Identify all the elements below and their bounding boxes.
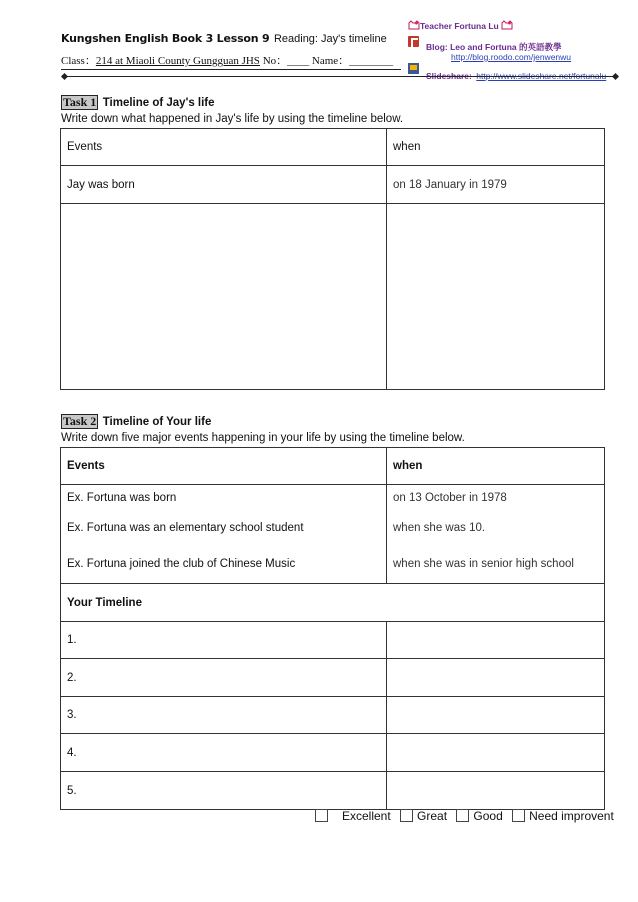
worksheet-title: [61, 29, 387, 47]
task2-tag: Task 2: [63, 414, 97, 428]
table-row: [61, 734, 605, 772]
timeline-when-blank[interactable]: [387, 622, 605, 659]
timeline-number[interactable]: 2.: [61, 659, 387, 697]
blank-events-cell[interactable]: [61, 204, 387, 390]
task1-col-when: when: [387, 129, 605, 166]
task1-tag: Task 1: [63, 95, 97, 109]
good-checkbox[interactable]: [456, 809, 469, 822]
class-label: Class：: [61, 55, 96, 67]
task2-title: Timeline of Your life: [102, 416, 212, 428]
example-when: when she was in senior high school: [393, 558, 574, 570]
blog-icon: [408, 36, 419, 47]
example-event: Ex. Fortuna was born: [67, 492, 177, 504]
task1-header-row: [61, 129, 605, 166]
timeline-when-blank[interactable]: [387, 659, 605, 697]
teacher-block: [408, 20, 513, 31]
timeline-number[interactable]: 3.: [61, 697, 387, 734]
rating-label: Excellent: [342, 809, 391, 823]
table-row: [61, 772, 605, 810]
table-row: [61, 166, 605, 204]
rating-label: Need improvent: [529, 809, 614, 823]
kitty-icon-right: [501, 20, 513, 30]
slideshare-link[interactable]: http://www.slideshare.net/fortunalu: [476, 71, 607, 81]
rating-label: Good: [473, 809, 503, 823]
example-event: Ex. Fortuna was an elementary school student: [67, 522, 304, 534]
task1-blank-row: [61, 204, 605, 390]
number-field-label: No：____: [259, 55, 310, 67]
slideshare-label: Slideshare:: [426, 71, 472, 81]
self-rating: [315, 809, 614, 823]
task1-table: [60, 128, 605, 390]
task1-instruction: Write down what happened in Jay's life by using the timeline below.: [61, 113, 404, 125]
task2-col-when: when: [387, 448, 605, 485]
timeline-number[interactable]: 4.: [61, 734, 387, 772]
task1-title: Timeline of Jay's life: [102, 97, 215, 109]
task1-heading: [61, 93, 215, 111]
your-timeline-row: [61, 584, 605, 622]
rule-diamond-left: [61, 73, 68, 80]
table-row: [61, 659, 605, 697]
timeline-number[interactable]: 5.: [61, 772, 387, 810]
table-row: [61, 697, 605, 734]
need-improvement-checkbox[interactable]: [512, 809, 525, 822]
blog-label: Blog: Leo and Fortuna 的英語教學: [426, 42, 562, 52]
task2-examples-row: [61, 485, 605, 584]
great-checkbox[interactable]: [400, 809, 413, 822]
excellent-checkbox[interactable]: [315, 809, 328, 822]
class-value: 214 at Miaoli County Gungguan JHS: [95, 55, 260, 67]
header-rule-lower: [64, 76, 614, 77]
task2-table: [60, 447, 605, 810]
task2-example-when: [387, 485, 605, 584]
table-row: [61, 622, 605, 659]
class-info-line: [61, 52, 393, 68]
task2-header-row: [61, 448, 605, 485]
slideshare-icon: [408, 63, 419, 74]
task1-when-cell: on 18 January in 1979: [387, 166, 605, 204]
name-field-label: Name：________: [309, 55, 394, 67]
task2-heading: [61, 412, 211, 430]
kitty-icon: [408, 20, 420, 30]
title-subtitle: Reading: Jay's timeline: [273, 33, 387, 45]
rating-label: Great: [417, 809, 448, 823]
task2-example-events: [61, 485, 387, 584]
task1-event-cell: Jay was born: [61, 166, 387, 204]
example-when: on 13 October in 1978: [393, 492, 507, 504]
your-timeline-label: Your Timeline: [61, 584, 605, 622]
timeline-when-blank[interactable]: [387, 734, 605, 772]
example-event: Ex. Fortuna joined the club of Chinese Music: [67, 558, 296, 570]
task2-instruction: Write down five major events happening in your life by using the timeline below.: [61, 432, 465, 444]
timeline-when-blank[interactable]: [387, 772, 605, 810]
task1-col-events: Events: [61, 129, 387, 166]
example-when: when she was 10.: [393, 522, 486, 534]
header-rule-upper: [61, 69, 401, 70]
teacher-name: Teacher Fortuna Lu: [420, 21, 499, 31]
title-bold: Kungshen English Book 3 Lesson 9: [61, 32, 270, 45]
blank-when-cell[interactable]: [387, 204, 605, 390]
blog-link[interactable]: http://blog.roodo.com/jenwenwu: [451, 52, 572, 62]
timeline-number[interactable]: 1.: [61, 622, 387, 659]
rule-diamond-right: [612, 73, 619, 80]
timeline-when-blank[interactable]: [387, 697, 605, 734]
task2-col-events: Events: [61, 448, 387, 485]
slideshare-line: [426, 66, 606, 84]
